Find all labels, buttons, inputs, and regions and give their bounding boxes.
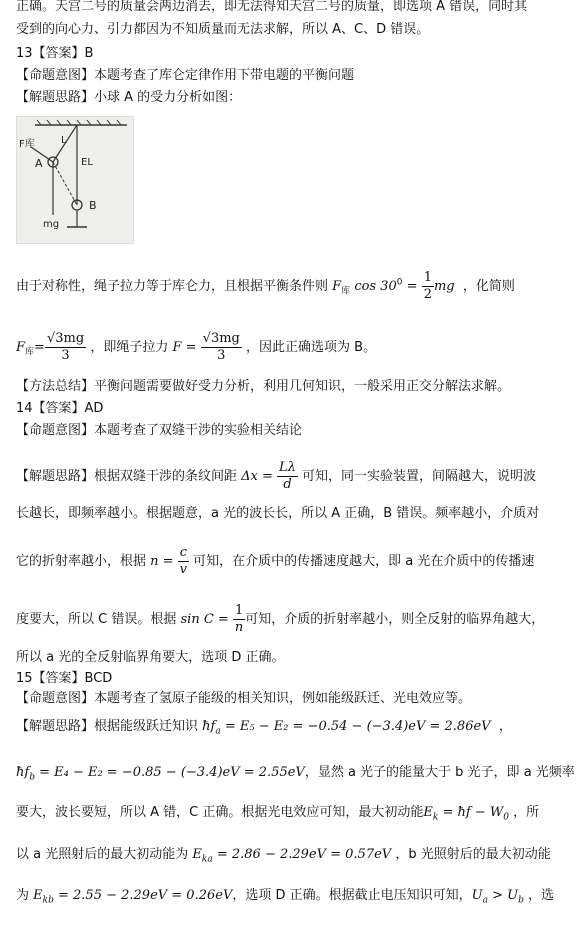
eq-line-15e: 为 $E_{kb} = 2.55 - 2.29eV = 0.26eV$，选项 D 正确。根据截止电压知识可知，$U_a > U_b$ ，选	[16, 888, 555, 906]
eq-line-14a: 【解题思路】根据双缝干涉的条纹间距 Δx = $\frac{L\lambda}{d}$ 可知，同一实验装置，间隔越大，说明波	[16, 460, 537, 492]
answer-15: 15【答案】BCD	[16, 671, 113, 686]
label-e: EL	[81, 157, 93, 168]
text-line: 受到的向心力、引力都因为不知质量而无法求解，所以 A、C、D 错误。	[16, 22, 430, 37]
method-summary: 【方法总结】平衡问题需要做好受力分析，利用几何知识，一般采用正交分解法求解。	[16, 379, 511, 394]
answer-14: 14【答案】AD	[16, 401, 104, 416]
intent-14: 【命题意图】本题考查了双缝干涉的实验相关结论	[16, 423, 303, 438]
eq-line-15b: $ħf_b = E_4 - E_2 = -0.85 - (-3.4)eV = 2.55eV$，显然 a 光子的能量大于 b 光子，即 a 光频率	[16, 765, 575, 783]
label-a: A	[35, 157, 43, 170]
eq-line-15a: 【解题思路】根据能级跃迁知识 $ħf_a = E_5 - E_2 = -0.54 - (-3.4)eV = 2.86eV$ ，	[16, 719, 512, 737]
text-line: 长越长，即频率越小。根据题意，a 光的波长长，所以 A 正确，B 错误。频率越小，介质对	[16, 506, 540, 521]
text-line: 正确。天宫二号的质量会两边消去，即无法得知天宫二号的质量，即选项 A 错误，同时其	[16, 0, 528, 14]
eq-line-13a: 由于对称性，绳子拉力等于库仑力，且根据平衡条件则 $F_库$ $\cos 30^0$ = $\frac{1}{2}$ mg ，化简则	[16, 270, 515, 302]
label-l: L	[61, 135, 67, 146]
eq-line-15c: 要大，波长要短，所以 A 错，C 正确。根据光电效应可知，最大初动能$E_k$ = ħf − $W_0$ ，所	[16, 805, 540, 823]
label-b: B	[89, 199, 97, 212]
label-mg: mg	[43, 219, 60, 230]
eq-line-14c: 度要大，所以 C 错误。根据 sin C = $\frac{1}{n}$ 可知，介质的折射率越小，则全反射的临界角越大，	[16, 603, 545, 635]
eq-line-13b: $F_库=$ $\frac{√3mg}{3}$ ，即绳子拉力 F = $\frac{√3mg}{3}$ ，因此正确选项为 B。	[16, 331, 377, 363]
eq-line-15d: 以 a 光照射后的最大初动能为 $E_{ka} = 2.86 - 2.29eV = 0.57eV$ ，b 光照射后的最大初动能	[16, 847, 551, 865]
text-line: 所以 a 光的全反射临界角要大，选项 D 正确。	[16, 650, 285, 665]
eq-line-14b: 它的折射率越小，根据 n = $\frac{c}{v}$ 可知，在介质中的传播速度越大，即 a 光在介质中的传播速	[16, 545, 535, 577]
intent-13: 【命题意图】本题考查了库仑定律作用下带电题的平衡问题	[16, 68, 355, 83]
answer-13: 13【答案】B	[16, 46, 94, 61]
label-f: F库	[19, 139, 35, 150]
force-diagram	[16, 116, 134, 244]
solution-13: 【解题思路】小球 A 的受力分析如图：	[16, 90, 242, 105]
intent-15: 【命题意图】本题考查了氢原子能级的相关知识，例如能级跃迁、光电效应等。	[16, 691, 472, 706]
